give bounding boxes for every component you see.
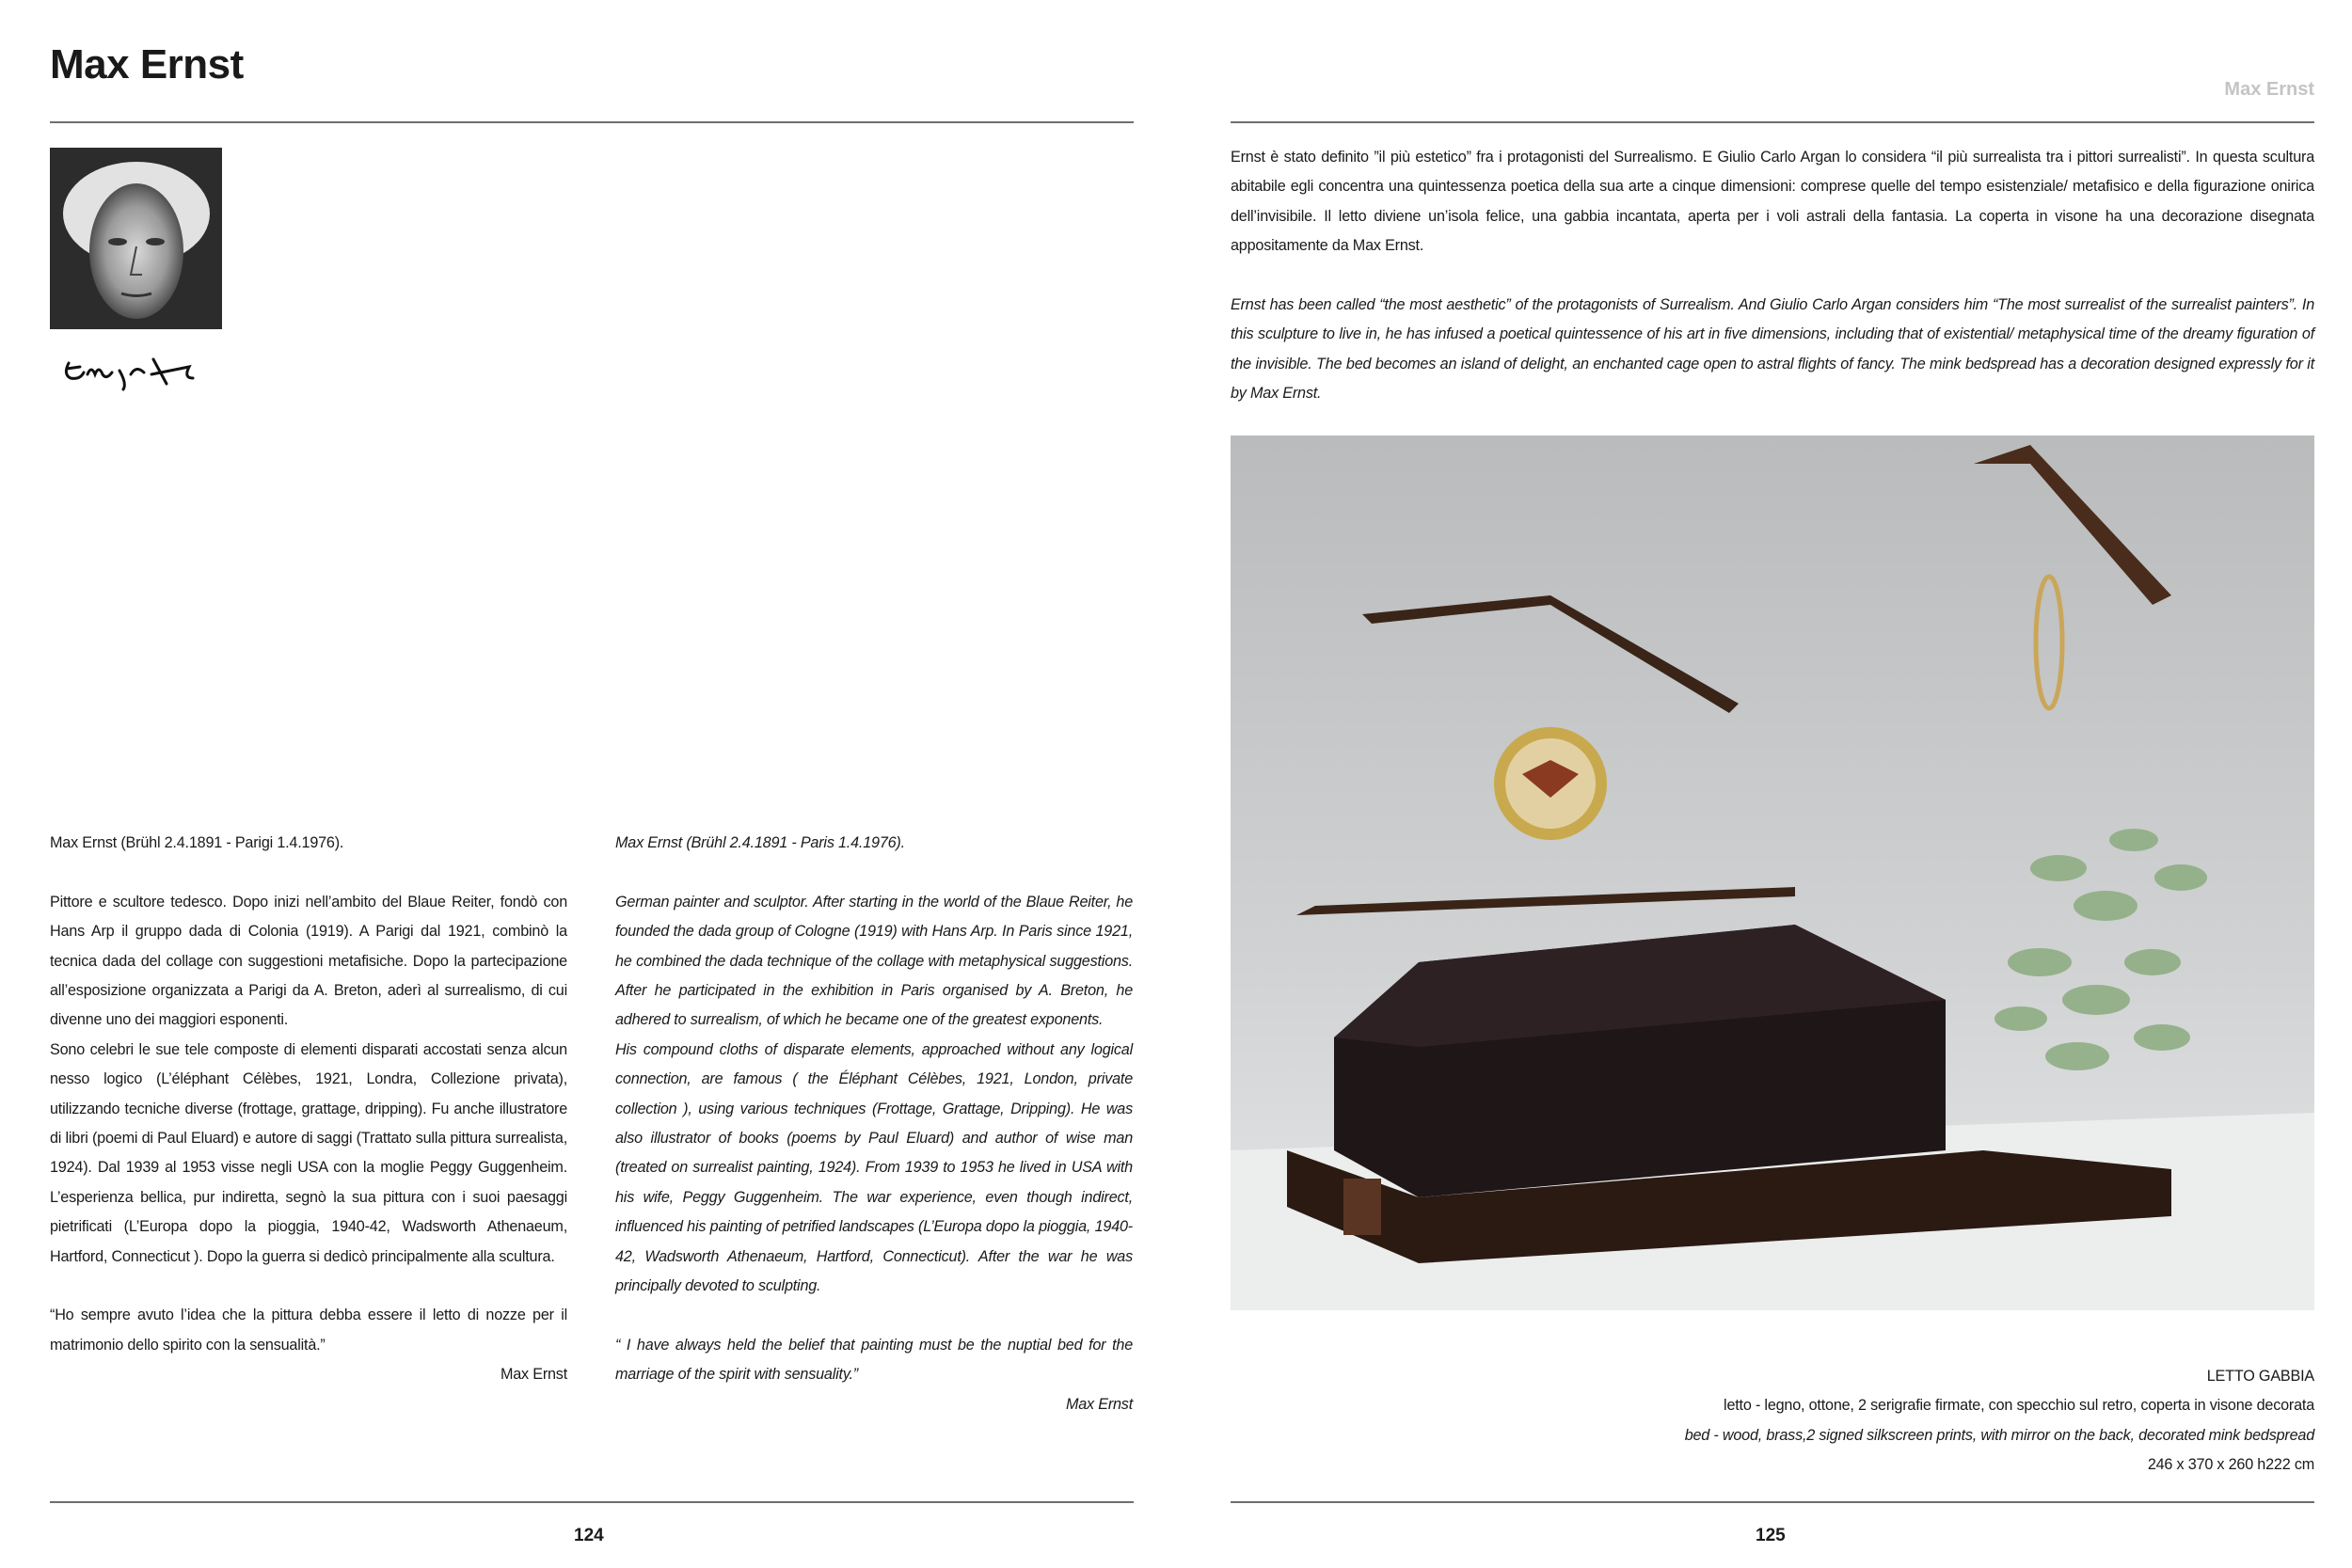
top-rule-right <box>1231 121 2314 123</box>
birth-dates-en: Max Ernst (Brühl 2.4.1891 - Paris 1.4.1976). <box>615 834 905 851</box>
artwork-photo <box>1231 436 2314 1310</box>
birth-dates-it: Max Ernst (Brühl 2.4.1891 - Parigi 1.4.1976). <box>50 834 344 851</box>
quote-en: “ I have always held the belief that painting must be the nuptial bed for the marriage of the spirit with sensuality.” <box>615 1336 1133 1384</box>
artist-portrait <box>50 148 222 329</box>
description-it: Ernst è stato definito ”il più estetico” fra i protagonisti del Surrealismo. E Giulio Carlo Argan lo considera “il più surrealista tra i pittori surrealisti”. In questa scultura abitabile egli concentra una quintessenza poetica della sua arte a cinque dimensioni: comprese quelle del tempo esistenziale/ metafisico e della figurazione onirica dell’invisibile. Il letto diviene un’isola felice, una gabbia incantata, aperta per i voli astrali della fantasia. La coperta in visone ha una decorazione disegnata appositamente da Max Ernst. <box>1231 149 2314 255</box>
artwork-title: LETTO GABBIA <box>2206 1368 2314 1385</box>
artist-signature <box>61 346 212 391</box>
bottom-rule-left <box>50 1501 1134 1503</box>
english-bio-column <box>615 829 1133 1419</box>
bio-paragraph-it-1: Pittore e scultore tedesco. Dopo inizi nell’ambito del Blaue Reiter, fondò con Hans Arp il gruppo dada di Colonia (1919). A Parigi dal 1921, combinò la tecnica dada del collage con suggestioni metafisiche. Dopo la partecipazione all’esposizione organizzata a Parigi da A. Breton, aderì al surrealismo, di cui divenne uno dei maggiori esponenti. <box>50 893 567 1029</box>
dimensions: 246 x 370 x 260 h222 cm <box>2147 1456 2314 1474</box>
page-number-right: 125 <box>1756 1526 1786 1545</box>
bio-paragraph-it-2: Sono celebri le sue tele composte di elementi disparati accostati senza alcun nesso logico (L’éléphant Célèbes, 1921, Londra, Collezione privata), utilizzando tecniche diverse (frottage, grattage, dripping). Fu anche illustratore di libri (poemi di Paul Eluard) e autore di saggi (Trattato sulla pittura surrealista, 1924). Dal 1939 al 1953 visse negli USA con la moglie Peggy Guggenheim. L’esperienza bellica, pur indiretta, segnò la sua pittura con i suoi paesaggi pietrificati (L’Europa dopo la pioggia, 1940-42, Wadsworth Athenaeum, Hartford, Connecticut ). Dopo la guerra si dedicò principalmente alla scultura. <box>50 1040 567 1265</box>
description-en: Ernst has been called “the most aesthetic” of the protagonists of Surrealism. And Giulio Carlo Argan considers him “The most surrealist of the surrealist painters”. In this sculpture to live in, he has infused a poetical quintessence of his art in five dimensions, including that of existential/ metaphysical time of the dreamy figuration of the invisible. The bed becomes an island of delight, an enchanted cage open to astral flights of fancy. The mink bedspread has a decoration designed expressly for it by Max Ernst. <box>1231 296 2314 403</box>
running-head: Max Ernst <box>2224 79 2314 100</box>
italian-bio-column <box>50 829 567 1390</box>
quote-it: “Ho sempre avuto l’idea che la pittura debba essere il letto di nozze per il matrimonio dello spirito con la sensualità.” <box>50 1307 567 1354</box>
bio-paragraph-en-1: German painter and sculptor. After starting in the world of the Blaue Reiter, he founded the dada group of Cologne (1919) with Hans Arp. In Paris since 1921, he combined the dada technique of the collage with metaphysical suggestions. After he participated in the exhibition in Paris organised by A. Breton, he adhered to surrealism, of which he became one of the greatest exponents. <box>615 893 1133 1029</box>
top-rule-left <box>50 121 1134 123</box>
materials-en: bed - wood, brass,2 signed silkscreen prints, with mirror on the back, decorated mink bedspread <box>1684 1426 2314 1444</box>
quote-author-en: Max Ernst <box>1065 1395 1133 1413</box>
page-number-left: 124 <box>574 1526 604 1545</box>
artwork-description <box>1231 143 2314 409</box>
bio-paragraph-en-2: His compound cloths of disparate elements, approached without any logical connection, are famous ( the Éléphant Célèbes, 1921, London, private collection ), using various techniques (Frottage, Grattage, Dripping). He was also illustrator of books (poems by Paul Eluard) and author of wise man (treated on surrealist painting, 1924). From 1939 to 1953 he lived in USA with his wife, Peggy Guggenheim. The war experience, even though indirect, influenced his painting of petrified landscapes (L’Europa dopo la pioggia, 1940-42, Wadsworth Athenaeum, Hartford, Connecticut). After the war he was principally devoted to sculpting. <box>615 1040 1133 1295</box>
artwork-caption <box>1685 1362 2314 1481</box>
quote-author-it: Max Ernst <box>500 1366 567 1384</box>
bottom-rule-right <box>1231 1501 2314 1503</box>
page-title: Max Ernst <box>50 41 244 87</box>
materials-it: letto - legno, ottone, 2 serigrafie firmate, con specchio sul retro, coperta in visone decorata <box>1724 1397 2314 1415</box>
